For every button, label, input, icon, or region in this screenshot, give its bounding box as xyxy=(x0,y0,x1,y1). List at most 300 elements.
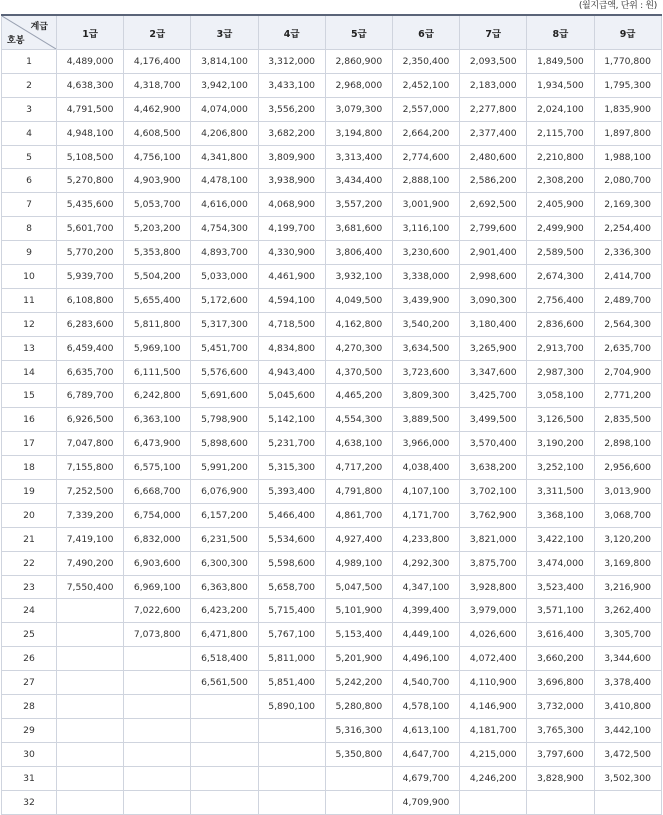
pay-cell: 4,927,400 xyxy=(325,527,392,551)
step-cell: 26 xyxy=(2,647,57,671)
pay-cell: 3,169,800 xyxy=(594,551,661,575)
table-row xyxy=(2,121,662,145)
step-cell: 24 xyxy=(2,599,57,623)
pay-cell: 7,339,200 xyxy=(57,503,124,527)
pay-cell: 3,732,000 xyxy=(527,695,594,719)
pay-cell: 3,966,000 xyxy=(392,432,459,456)
pay-cell xyxy=(124,647,191,671)
step-cell: 10 xyxy=(2,265,57,289)
pay-cell: 3,116,100 xyxy=(392,217,459,241)
pay-cell: 2,254,400 xyxy=(594,217,661,241)
grade-header: 6급 xyxy=(392,15,459,50)
header-row xyxy=(2,15,662,50)
pay-cell: 6,789,700 xyxy=(57,384,124,408)
pay-cell: 5,033,000 xyxy=(191,265,258,289)
table-row xyxy=(2,647,662,671)
table-row xyxy=(2,145,662,169)
pay-cell: 3,570,400 xyxy=(460,432,527,456)
pay-cell: 6,668,700 xyxy=(124,480,191,504)
pay-cell: 7,490,200 xyxy=(57,551,124,575)
pay-cell: 5,101,900 xyxy=(325,599,392,623)
pay-cell: 3,442,100 xyxy=(594,718,661,742)
table-row xyxy=(2,527,662,551)
pay-cell: 4,199,700 xyxy=(258,217,325,241)
pay-cell: 5,350,800 xyxy=(325,742,392,766)
grade-header: 5급 xyxy=(325,15,392,50)
pay-cell: 3,252,100 xyxy=(527,456,594,480)
pay-cell: 1,849,500 xyxy=(527,50,594,74)
step-cell: 31 xyxy=(2,766,57,790)
pay-cell xyxy=(57,695,124,719)
pay-cell: 2,277,800 xyxy=(460,97,527,121)
pay-cell: 3,194,800 xyxy=(325,121,392,145)
pay-cell: 2,692,500 xyxy=(460,193,527,217)
pay-cell xyxy=(57,718,124,742)
pay-cell: 4,989,100 xyxy=(325,551,392,575)
pay-cell: 3,305,700 xyxy=(594,623,661,647)
pay-cell: 2,987,300 xyxy=(527,360,594,384)
pay-cell: 3,942,100 xyxy=(191,73,258,97)
pay-cell: 6,561,500 xyxy=(191,671,258,695)
pay-cell: 5,270,800 xyxy=(57,169,124,193)
table-row xyxy=(2,408,662,432)
step-cell: 30 xyxy=(2,742,57,766)
step-cell: 21 xyxy=(2,527,57,551)
step-cell: 1 xyxy=(2,50,57,74)
step-cell: 16 xyxy=(2,408,57,432)
pay-cell: 4,756,100 xyxy=(124,145,191,169)
pay-cell: 3,312,000 xyxy=(258,50,325,74)
pay-cell: 5,655,400 xyxy=(124,288,191,312)
step-cell: 12 xyxy=(2,312,57,336)
pay-cell: 6,108,800 xyxy=(57,288,124,312)
pay-cell: 4,578,100 xyxy=(392,695,459,719)
pay-cell: 5,691,600 xyxy=(191,384,258,408)
step-cell: 9 xyxy=(2,241,57,265)
pay-cell: 2,888,100 xyxy=(392,169,459,193)
pay-cell xyxy=(191,695,258,719)
pay-cell: 3,523,400 xyxy=(527,575,594,599)
pay-cell: 2,489,700 xyxy=(594,288,661,312)
pay-cell: 4,496,100 xyxy=(392,647,459,671)
pay-cell: 5,393,400 xyxy=(258,480,325,504)
pay-cell: 2,956,600 xyxy=(594,456,661,480)
pay-cell: 5,153,400 xyxy=(325,623,392,647)
pay-cell: 6,903,600 xyxy=(124,551,191,575)
pay-cell xyxy=(124,790,191,814)
pay-cell: 4,292,300 xyxy=(392,551,459,575)
step-cell: 17 xyxy=(2,432,57,456)
table-row xyxy=(2,575,662,599)
pay-cell: 2,024,100 xyxy=(527,97,594,121)
pay-cell xyxy=(57,623,124,647)
pay-cell: 4,107,100 xyxy=(392,480,459,504)
pay-cell: 3,180,400 xyxy=(460,312,527,336)
pay-cell: 3,079,300 xyxy=(325,97,392,121)
pay-cell: 3,338,000 xyxy=(392,265,459,289)
pay-cell: 5,504,200 xyxy=(124,265,191,289)
pay-cell: 4,206,800 xyxy=(191,121,258,145)
table-row xyxy=(2,432,662,456)
pay-cell xyxy=(124,671,191,695)
salary-table xyxy=(1,14,662,815)
pay-cell: 2,377,400 xyxy=(460,121,527,145)
table-row xyxy=(2,503,662,527)
pay-cell: 4,176,400 xyxy=(124,50,191,74)
pay-cell: 6,969,100 xyxy=(124,575,191,599)
pay-cell: 6,473,900 xyxy=(124,432,191,456)
pay-cell: 1,988,100 xyxy=(594,145,661,169)
pay-cell: 5,466,400 xyxy=(258,503,325,527)
pay-cell: 2,771,200 xyxy=(594,384,661,408)
pay-cell: 4,613,100 xyxy=(392,718,459,742)
step-cell: 32 xyxy=(2,790,57,814)
pay-cell: 2,774,600 xyxy=(392,145,459,169)
pay-cell: 2,093,500 xyxy=(460,50,527,74)
pay-cell: 4,717,200 xyxy=(325,456,392,480)
pay-cell: 2,414,700 xyxy=(594,265,661,289)
pay-cell: 4,462,900 xyxy=(124,97,191,121)
pay-cell: 1,795,300 xyxy=(594,73,661,97)
pay-cell: 3,814,100 xyxy=(191,50,258,74)
pay-cell: 4,709,900 xyxy=(392,790,459,814)
pay-cell: 4,449,100 xyxy=(392,623,459,647)
pay-cell: 2,350,400 xyxy=(392,50,459,74)
pay-cell: 2,635,700 xyxy=(594,336,661,360)
pay-cell: 5,898,600 xyxy=(191,432,258,456)
pay-cell: 3,660,200 xyxy=(527,647,594,671)
table-header xyxy=(2,15,662,50)
pay-cell: 7,022,600 xyxy=(124,599,191,623)
pay-cell: 6,518,400 xyxy=(191,647,258,671)
table-row xyxy=(2,217,662,241)
table-row xyxy=(2,312,662,336)
table-row xyxy=(2,169,662,193)
pay-cell: 5,598,600 xyxy=(258,551,325,575)
pay-cell xyxy=(258,790,325,814)
pay-cell: 5,811,800 xyxy=(124,312,191,336)
pay-cell: 4,026,600 xyxy=(460,623,527,647)
step-cell: 29 xyxy=(2,718,57,742)
pay-cell: 4,399,400 xyxy=(392,599,459,623)
pay-cell: 3,806,400 xyxy=(325,241,392,265)
pay-cell: 5,715,400 xyxy=(258,599,325,623)
pay-cell: 3,410,800 xyxy=(594,695,661,719)
pay-cell: 5,280,800 xyxy=(325,695,392,719)
pay-cell: 5,851,400 xyxy=(258,671,325,695)
pay-cell: 2,405,900 xyxy=(527,193,594,217)
step-cell: 22 xyxy=(2,551,57,575)
pay-cell: 6,635,700 xyxy=(57,360,124,384)
pay-cell: 3,809,900 xyxy=(258,145,325,169)
pay-cell: 3,120,200 xyxy=(594,527,661,551)
pay-cell: 3,499,500 xyxy=(460,408,527,432)
pay-cell: 7,073,800 xyxy=(124,623,191,647)
pay-cell: 6,076,900 xyxy=(191,480,258,504)
pay-cell: 3,797,600 xyxy=(527,742,594,766)
pay-cell: 3,556,200 xyxy=(258,97,325,121)
pay-cell: 3,938,900 xyxy=(258,169,325,193)
pay-cell: 4,489,000 xyxy=(57,50,124,74)
pay-cell: 5,315,300 xyxy=(258,456,325,480)
pay-cell: 4,647,700 xyxy=(392,742,459,766)
pay-cell: 5,576,600 xyxy=(191,360,258,384)
pay-cell: 3,126,500 xyxy=(527,408,594,432)
pay-cell: 2,799,600 xyxy=(460,217,527,241)
pay-cell: 3,634,500 xyxy=(392,336,459,360)
pay-cell: 6,926,500 xyxy=(57,408,124,432)
pay-cell: 2,210,800 xyxy=(527,145,594,169)
pay-cell: 4,330,900 xyxy=(258,241,325,265)
table-row xyxy=(2,695,662,719)
pay-cell: 2,968,000 xyxy=(325,73,392,97)
pay-cell: 5,991,200 xyxy=(191,456,258,480)
pay-cell: 7,155,800 xyxy=(57,456,124,480)
pay-cell xyxy=(57,766,124,790)
pay-cell: 4,270,300 xyxy=(325,336,392,360)
pay-cell: 2,115,700 xyxy=(527,121,594,145)
pay-cell xyxy=(325,790,392,814)
pay-cell: 3,068,700 xyxy=(594,503,661,527)
step-cell: 27 xyxy=(2,671,57,695)
pay-cell: 4,948,100 xyxy=(57,121,124,145)
pay-cell: 7,550,400 xyxy=(57,575,124,599)
pay-cell: 3,502,300 xyxy=(594,766,661,790)
pay-cell: 3,696,800 xyxy=(527,671,594,695)
pay-cell: 2,913,700 xyxy=(527,336,594,360)
pay-cell: 6,575,100 xyxy=(124,456,191,480)
pay-cell: 3,344,600 xyxy=(594,647,661,671)
table-row xyxy=(2,790,662,814)
step-cell: 5 xyxy=(2,145,57,169)
grade-header: 2급 xyxy=(124,15,191,50)
pay-cell xyxy=(124,695,191,719)
pay-cell: 3,638,200 xyxy=(460,456,527,480)
pay-cell: 4,903,900 xyxy=(124,169,191,193)
pay-cell: 4,233,800 xyxy=(392,527,459,551)
pay-cell: 4,370,500 xyxy=(325,360,392,384)
pay-cell: 1,934,500 xyxy=(527,73,594,97)
pay-cell: 4,754,300 xyxy=(191,217,258,241)
pay-cell: 5,890,100 xyxy=(258,695,325,719)
pay-cell: 6,471,800 xyxy=(191,623,258,647)
pay-cell: 3,875,700 xyxy=(460,551,527,575)
pay-cell: 3,616,400 xyxy=(527,623,594,647)
pay-cell: 6,423,200 xyxy=(191,599,258,623)
pay-cell: 5,053,700 xyxy=(124,193,191,217)
pay-cell xyxy=(57,599,124,623)
table-row xyxy=(2,97,662,121)
pay-cell: 4,638,300 xyxy=(57,73,124,97)
pay-cell: 2,452,100 xyxy=(392,73,459,97)
pay-cell: 4,038,400 xyxy=(392,456,459,480)
pay-cell: 5,658,700 xyxy=(258,575,325,599)
table-row xyxy=(2,336,662,360)
step-cell: 7 xyxy=(2,193,57,217)
grade-header: 1급 xyxy=(57,15,124,50)
pay-cell: 5,798,900 xyxy=(191,408,258,432)
step-cell: 20 xyxy=(2,503,57,527)
pay-cell: 5,969,100 xyxy=(124,336,191,360)
pay-cell: 3,828,900 xyxy=(527,766,594,790)
pay-cell: 2,901,400 xyxy=(460,241,527,265)
pay-cell: 2,480,600 xyxy=(460,145,527,169)
pay-cell: 4,616,000 xyxy=(191,193,258,217)
pay-cell: 3,230,600 xyxy=(392,241,459,265)
pay-cell: 4,110,900 xyxy=(460,671,527,695)
pay-cell: 3,681,600 xyxy=(325,217,392,241)
pay-cell: 3,378,400 xyxy=(594,671,661,695)
pay-cell: 3,001,900 xyxy=(392,193,459,217)
pay-cell: 7,419,100 xyxy=(57,527,124,551)
pay-cell: 4,718,500 xyxy=(258,312,325,336)
pay-cell: 5,451,700 xyxy=(191,336,258,360)
pay-cell: 4,638,100 xyxy=(325,432,392,456)
pay-cell xyxy=(124,742,191,766)
pay-cell: 3,540,200 xyxy=(392,312,459,336)
step-cell: 3 xyxy=(2,97,57,121)
pay-cell: 4,465,200 xyxy=(325,384,392,408)
step-cell: 13 xyxy=(2,336,57,360)
table-row xyxy=(2,551,662,575)
pay-cell: 1,770,800 xyxy=(594,50,661,74)
pay-cell: 4,893,700 xyxy=(191,241,258,265)
pay-cell: 5,767,100 xyxy=(258,623,325,647)
pay-cell: 4,146,900 xyxy=(460,695,527,719)
pay-cell: 1,835,900 xyxy=(594,97,661,121)
pay-cell xyxy=(57,671,124,695)
grade-header: 9급 xyxy=(594,15,661,50)
pay-cell: 4,072,400 xyxy=(460,647,527,671)
step-cell: 23 xyxy=(2,575,57,599)
pay-cell: 5,770,200 xyxy=(57,241,124,265)
pay-cell: 4,341,800 xyxy=(191,145,258,169)
pay-cell: 3,190,200 xyxy=(527,432,594,456)
pay-cell: 2,183,000 xyxy=(460,73,527,97)
grade-header: 8급 xyxy=(527,15,594,50)
pay-cell: 5,231,700 xyxy=(258,432,325,456)
grade-header: 7급 xyxy=(460,15,527,50)
pay-cell xyxy=(191,718,258,742)
table-row xyxy=(2,623,662,647)
pay-cell xyxy=(460,790,527,814)
pay-cell: 3,932,100 xyxy=(325,265,392,289)
pay-cell: 3,265,900 xyxy=(460,336,527,360)
pay-cell: 2,704,900 xyxy=(594,360,661,384)
table-row xyxy=(2,456,662,480)
pay-cell: 3,889,500 xyxy=(392,408,459,432)
pay-cell: 3,809,300 xyxy=(392,384,459,408)
pay-cell: 4,049,500 xyxy=(325,288,392,312)
pay-cell: 3,928,800 xyxy=(460,575,527,599)
pay-cell: 3,058,100 xyxy=(527,384,594,408)
pay-cell: 3,216,900 xyxy=(594,575,661,599)
pay-cell: 4,068,900 xyxy=(258,193,325,217)
pay-cell: 3,571,100 xyxy=(527,599,594,623)
step-cell: 19 xyxy=(2,480,57,504)
pay-cell: 5,045,600 xyxy=(258,384,325,408)
pay-cell: 4,461,900 xyxy=(258,265,325,289)
table-row xyxy=(2,671,662,695)
pay-cell: 6,300,300 xyxy=(191,551,258,575)
pay-cell: 5,201,900 xyxy=(325,647,392,671)
pay-cell: 3,313,400 xyxy=(325,145,392,169)
pay-cell xyxy=(191,742,258,766)
pay-cell: 3,723,600 xyxy=(392,360,459,384)
pay-cell: 2,674,300 xyxy=(527,265,594,289)
table-row xyxy=(2,50,662,74)
pay-cell: 3,762,900 xyxy=(460,503,527,527)
pay-cell: 3,433,100 xyxy=(258,73,325,97)
pay-cell: 5,172,600 xyxy=(191,288,258,312)
pay-cell: 5,939,700 xyxy=(57,265,124,289)
table-row xyxy=(2,193,662,217)
pay-cell: 4,074,000 xyxy=(191,97,258,121)
pay-cell: 2,499,900 xyxy=(527,217,594,241)
table-row xyxy=(2,73,662,97)
table-row xyxy=(2,766,662,790)
pay-cell: 4,834,800 xyxy=(258,336,325,360)
pay-cell: 2,756,400 xyxy=(527,288,594,312)
pay-cell: 4,861,700 xyxy=(325,503,392,527)
step-cell: 25 xyxy=(2,623,57,647)
pay-cell: 3,368,100 xyxy=(527,503,594,527)
pay-cell: 5,242,200 xyxy=(325,671,392,695)
pay-cell: 4,791,800 xyxy=(325,480,392,504)
corner-header xyxy=(2,15,57,50)
pay-cell: 4,215,000 xyxy=(460,742,527,766)
pay-cell: 6,283,600 xyxy=(57,312,124,336)
pay-cell: 2,557,000 xyxy=(392,97,459,121)
pay-cell: 6,754,000 xyxy=(124,503,191,527)
pay-cell: 5,142,100 xyxy=(258,408,325,432)
pay-cell: 3,425,700 xyxy=(460,384,527,408)
step-cell: 14 xyxy=(2,360,57,384)
pay-cell xyxy=(57,742,124,766)
pay-cell: 3,702,100 xyxy=(460,480,527,504)
pay-cell: 5,047,500 xyxy=(325,575,392,599)
pay-cell: 2,835,500 xyxy=(594,408,661,432)
pay-cell: 4,679,700 xyxy=(392,766,459,790)
grade-header: 3급 xyxy=(191,15,258,50)
pay-cell: 6,111,500 xyxy=(124,360,191,384)
pay-cell: 3,013,900 xyxy=(594,480,661,504)
pay-cell: 2,586,200 xyxy=(460,169,527,193)
pay-cell: 2,308,200 xyxy=(527,169,594,193)
pay-cell: 7,252,500 xyxy=(57,480,124,504)
pay-cell: 4,171,700 xyxy=(392,503,459,527)
pay-cell xyxy=(57,790,124,814)
pay-cell: 4,318,700 xyxy=(124,73,191,97)
pay-cell: 3,472,500 xyxy=(594,742,661,766)
pay-cell: 4,554,300 xyxy=(325,408,392,432)
pay-cell xyxy=(57,647,124,671)
table-row xyxy=(2,384,662,408)
step-cell: 6 xyxy=(2,169,57,193)
pay-cell: 3,311,500 xyxy=(527,480,594,504)
pay-cell: 3,262,400 xyxy=(594,599,661,623)
pay-cell: 5,811,000 xyxy=(258,647,325,671)
pay-cell: 2,898,100 xyxy=(594,432,661,456)
pay-cell: 4,540,700 xyxy=(392,671,459,695)
step-cell: 11 xyxy=(2,288,57,312)
step-cell: 15 xyxy=(2,384,57,408)
pay-cell: 5,203,200 xyxy=(124,217,191,241)
pay-cell: 6,231,500 xyxy=(191,527,258,551)
step-cell: 8 xyxy=(2,217,57,241)
pay-cell: 4,943,400 xyxy=(258,360,325,384)
pay-cell: 3,474,000 xyxy=(527,551,594,575)
